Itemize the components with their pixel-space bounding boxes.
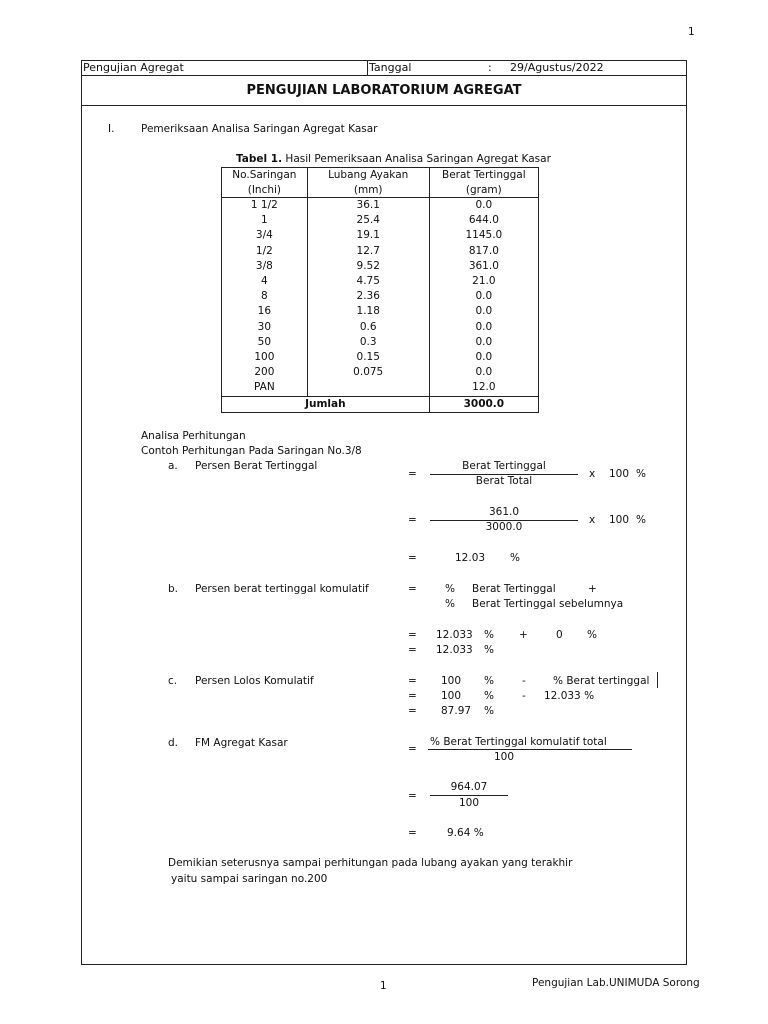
sieve-table [221, 167, 539, 413]
page-number-top: 1 [688, 26, 695, 38]
equals-sign: = [408, 675, 417, 687]
table-caption [236, 153, 551, 165]
equals-sign: = [408, 644, 417, 656]
equals-sign: = [408, 690, 417, 702]
table-row [222, 213, 539, 228]
table-caption-rest: Hasil Pemeriksaan Analisa Saringan Agregat Kasar [282, 153, 551, 165]
table-cell [307, 380, 429, 396]
fraction-line [430, 795, 508, 796]
table-cell: 0.0 [429, 320, 538, 335]
item-d-label: FM Agregat Kasar [195, 737, 288, 749]
item-b-result: 12.033 [436, 644, 473, 656]
item-c-result: 87.97 [441, 705, 472, 717]
table-header-row [222, 183, 539, 198]
table-cell: PAN [222, 380, 308, 396]
header-cell: Berat Tertinggal [429, 168, 538, 183]
table-cell: 25.4 [307, 213, 429, 228]
equals-sign: = [408, 790, 417, 802]
date-label: Tanggal [369, 61, 412, 74]
table-cell: 0.0 [429, 365, 538, 380]
item-b-label: Persen berat tertinggal komulatif [195, 583, 369, 595]
table-cell: 1 1/2 [222, 198, 308, 214]
table-cell: 1.18 [307, 304, 429, 319]
times-sign: x [589, 514, 596, 526]
table-cell: 0.0 [429, 289, 538, 304]
item-c-letter: c. [168, 675, 178, 687]
table-row [222, 365, 539, 380]
percent-sign: % [636, 514, 646, 526]
table-cell: 16 [222, 304, 308, 319]
percent-sign: % [484, 675, 494, 687]
item-c-value: 12.033 % [544, 690, 595, 702]
table-cell: 644.0 [429, 213, 538, 228]
table-cell: 0.0 [429, 350, 538, 365]
section-title: Pemeriksaan Analisa Saringan Agregat Kasar [141, 123, 378, 135]
percent-sign: % [510, 552, 520, 564]
table-cell: 50 [222, 335, 308, 350]
table-row [222, 228, 539, 243]
item-b-term1: Berat Tertinggal [472, 583, 556, 595]
table-cell: 4.75 [307, 274, 429, 289]
table-row [222, 335, 539, 350]
percent-sign: % [636, 468, 646, 480]
fraction-d2-numerator: 964.07 [450, 781, 488, 793]
analysis-heading: Analisa Perhitungan [141, 430, 246, 442]
hundred: 100 [609, 468, 630, 480]
equals-sign: = [408, 552, 417, 564]
table-cell: 0.0 [429, 304, 538, 319]
hundred: 100 [441, 675, 462, 687]
text-cursor [657, 672, 658, 688]
header-cell: Lubang Ayakan [307, 168, 429, 183]
table-cell: 1145.0 [429, 228, 538, 243]
fraction-a1-denominator: Berat Total [475, 475, 533, 487]
table-cell: 12.0 [429, 380, 538, 396]
times-sign: x [589, 468, 596, 480]
table-cell: 19.1 [307, 228, 429, 243]
fraction-d2-denominator: 100 [458, 797, 480, 809]
item-c-label: Persen Lolos Komulatif [195, 675, 314, 687]
total-value: 3000.0 [429, 396, 538, 412]
table-row [222, 259, 539, 274]
table-cell: 3/4 [222, 228, 308, 243]
title-divider [81, 105, 686, 106]
equals-sign: = [408, 583, 417, 595]
header-cell: No.Saringan [222, 168, 308, 183]
table-cell: 200 [222, 365, 308, 380]
item-b-value1: 12.033 [436, 629, 473, 641]
hundred: 100 [441, 690, 462, 702]
table-row [222, 350, 539, 365]
equals-sign: = [408, 705, 417, 717]
table-row [222, 274, 539, 289]
analysis-example: Contoh Perhitungan Pada Saringan No.3/8 [141, 445, 362, 457]
percent-sign: % [484, 644, 494, 656]
closing-line-1: Demikian seterusnya sampai perhitungan pada lubang ayakan yang terakhir [168, 857, 573, 869]
table-cell: 2.36 [307, 289, 429, 304]
item-c-term: % Berat tertinggal [553, 675, 650, 687]
plus-sign: + [588, 583, 597, 595]
page-title: PENGUJIAN LABORATORIUM AGREGAT [246, 83, 522, 98]
table-cell: 0.075 [307, 365, 429, 380]
percent-sign: % [587, 629, 597, 641]
header-left: Pengujian Agregat [83, 61, 184, 74]
table-cell: 817.0 [429, 244, 538, 259]
header-cell: (Inchi) [222, 183, 308, 198]
footer-page-number: 1 [380, 980, 387, 992]
hundred: 100 [609, 514, 630, 526]
item-d-result: 9.64 % [447, 827, 484, 839]
equals-sign: = [408, 514, 417, 526]
header-separator [367, 60, 368, 75]
item-a-label: Persen Berat Tertinggal [195, 460, 318, 472]
fraction-line [428, 749, 632, 750]
item-b-value2: 0 [556, 629, 563, 641]
item-b-term2: Berat Tertinggal sebelumnya [472, 598, 624, 610]
table-row [222, 304, 539, 319]
table-cell: 100 [222, 350, 308, 365]
table-cell: 30 [222, 320, 308, 335]
table-cell: 21.0 [429, 274, 538, 289]
table-cell: 0.6 [307, 320, 429, 335]
table-cell: 12.7 [307, 244, 429, 259]
plus-sign: + [519, 629, 528, 641]
table-cell: 3/8 [222, 259, 308, 274]
table-row [222, 289, 539, 304]
equals-sign: = [408, 743, 417, 755]
item-b-letter: b. [168, 583, 179, 595]
item-a-result: 12.03 [455, 552, 486, 564]
total-label: Jumlah [222, 396, 430, 412]
percent-sign: % [484, 629, 494, 641]
table-cell: 0.15 [307, 350, 429, 365]
equals-sign: = [408, 629, 417, 641]
percent-sign: % [484, 690, 494, 702]
date-value: 29/Agustus/2022 [510, 61, 604, 74]
table-row [222, 380, 539, 396]
table-cell: 1 [222, 213, 308, 228]
table-cell: 8 [222, 289, 308, 304]
header-divider [81, 75, 686, 76]
table-total-row [222, 396, 539, 412]
section-number: I. [108, 123, 115, 135]
table-header-row [222, 168, 539, 183]
fraction-a1-numerator: Berat Tertinggal [462, 460, 546, 472]
fraction-d1-denominator: 100 [493, 751, 515, 763]
fraction-a2-numerator: 361.0 [488, 506, 520, 518]
minus-sign: - [522, 675, 526, 687]
fraction-d1-numerator: % Berat Tertinggal komulatif total [430, 736, 607, 748]
footer-right: Pengujian Lab.UNIMUDA Sorong [532, 977, 700, 989]
table-cell: 0.0 [429, 198, 538, 214]
table-body [222, 198, 539, 397]
table-cell: 4 [222, 274, 308, 289]
equals-sign: = [408, 468, 417, 480]
header-cell: (gram) [429, 183, 538, 198]
table-cell: 0.3 [307, 335, 429, 350]
item-a-letter: a. [168, 460, 178, 472]
percent-sign: % [484, 705, 494, 717]
table-caption-bold: Tabel 1. [236, 153, 283, 165]
table-cell: 9.52 [307, 259, 429, 274]
percent-sign: % [445, 583, 455, 595]
table-row [222, 244, 539, 259]
percent-sign: % [445, 598, 455, 610]
table-row [222, 320, 539, 335]
table-row [222, 198, 539, 214]
fraction-a2-denominator: 3000.0 [485, 521, 523, 533]
equals-sign: = [408, 827, 417, 839]
table-cell: 36.1 [307, 198, 429, 214]
closing-line-2: yaitu sampai saringan no.200 [171, 873, 328, 885]
item-d-letter: d. [168, 737, 179, 749]
header-cell: (mm) [307, 183, 429, 198]
table-cell: 361.0 [429, 259, 538, 274]
table-cell: 1/2 [222, 244, 308, 259]
date-colon: : [488, 61, 492, 74]
table-cell: 0.0 [429, 335, 538, 350]
minus-sign: - [522, 690, 526, 702]
